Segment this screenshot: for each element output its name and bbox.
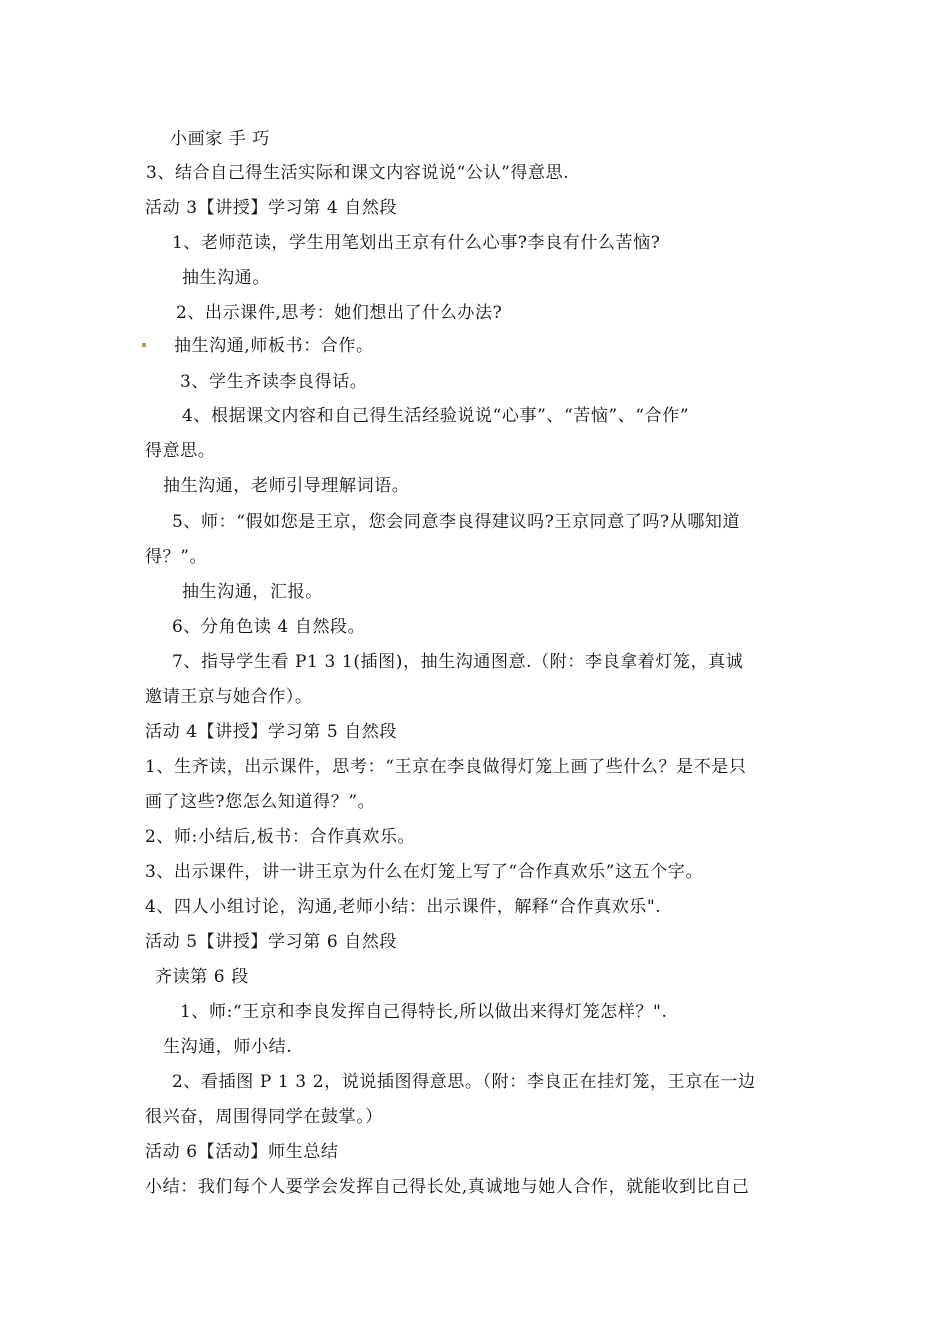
text-line-25: 齐读第 6 段 [155,967,249,987]
section-heading-activity-3: 活动 3【讲授】学习第 4 自然段 [145,198,398,218]
section-heading-activity-4: 活动 4【讲授】学习第 5 自然段 [145,722,398,742]
text-line-10: 得意思。 [145,441,216,461]
text-line-12: 5、师：“假如您是王京，您会同意李良得建议吗?王京同意了吗?从哪知道 [172,512,741,532]
section-heading-activity-5: 活动 5【讲授】学习第 6 自然段 [145,932,398,952]
text-line-13: 得？”。 [145,547,208,567]
section-heading-activity-6: 活动 6【活动】师生总结 [145,1142,339,1162]
text-line-23: 4、四人小组讨论，沟通,老师小结：出示课件，解释“合作真欢乐". [145,897,662,917]
text-line-31: 小结：我们每个人要学会发挥自己得长处,真诚地与她人合作，就能收到比自己 [145,1177,750,1197]
text-line-29: 很兴奋，周围得同学在鼓掌。） [145,1107,383,1127]
text-line-27: 生沟通，师小结. [163,1037,293,1057]
text-line-26: 1、师:“王京和李良发挥自己得特长,所以做出来得灯笼怎样？". [180,1002,668,1022]
text-line-17: 邀请王京与她合作）。 [145,687,313,707]
text-line-22: 3、出示课件，讲一讲王京为什么在灯笼上写了“合作真欢乐”这五个字。 [145,862,703,882]
text-line-19: 1、生齐读，出示课件，思考：“王京在李良做得灯笼上画了些什么？是不是只 [145,757,747,777]
stray-mark [142,343,146,347]
text-line-9: 4、根据课文内容和自己得生活经验说说“心事”、“苦恼”、“合作” [182,406,690,426]
text-line-8: 3、学生齐读李良得话。 [180,372,368,392]
text-line-2: 3、结合自己得生活实际和课文内容说说“公认”得意思. [146,163,570,183]
text-line-1: 小画家 手 巧 [170,129,271,149]
text-line-6: 2、出示课件,思考：她们想出了什么办法? [176,303,503,323]
text-line-5: 抽生沟通。 [182,268,270,288]
text-line-4: 1、老师范读，学生用笔划出王京有什么心事?李良有什么苦恼? [172,233,661,253]
text-line-14: 抽生沟通，汇报。 [182,582,323,602]
text-line-15: 6、分角色读 4 自然段。 [172,617,366,637]
text-line-21: 2、师:小结后,板书：合作真欢乐。 [145,827,416,847]
text-line-11: 抽生沟通，老师引导理解词语。 [163,476,410,496]
text-line-28: 2、看插图 P 1 3 2，说说插图得意思。（附：李良正在挂灯笼，王京在一边 [172,1072,756,1092]
text-line-16: 7、指导学生看 P1 3 1(插图)，抽生沟通图意.（附：李良拿着灯笼，真诚 [172,652,744,672]
text-line-7: 抽生沟通,师板书：合作。 [174,336,374,356]
text-line-20: 画了这些?您怎么知道得？”。 [145,792,376,812]
